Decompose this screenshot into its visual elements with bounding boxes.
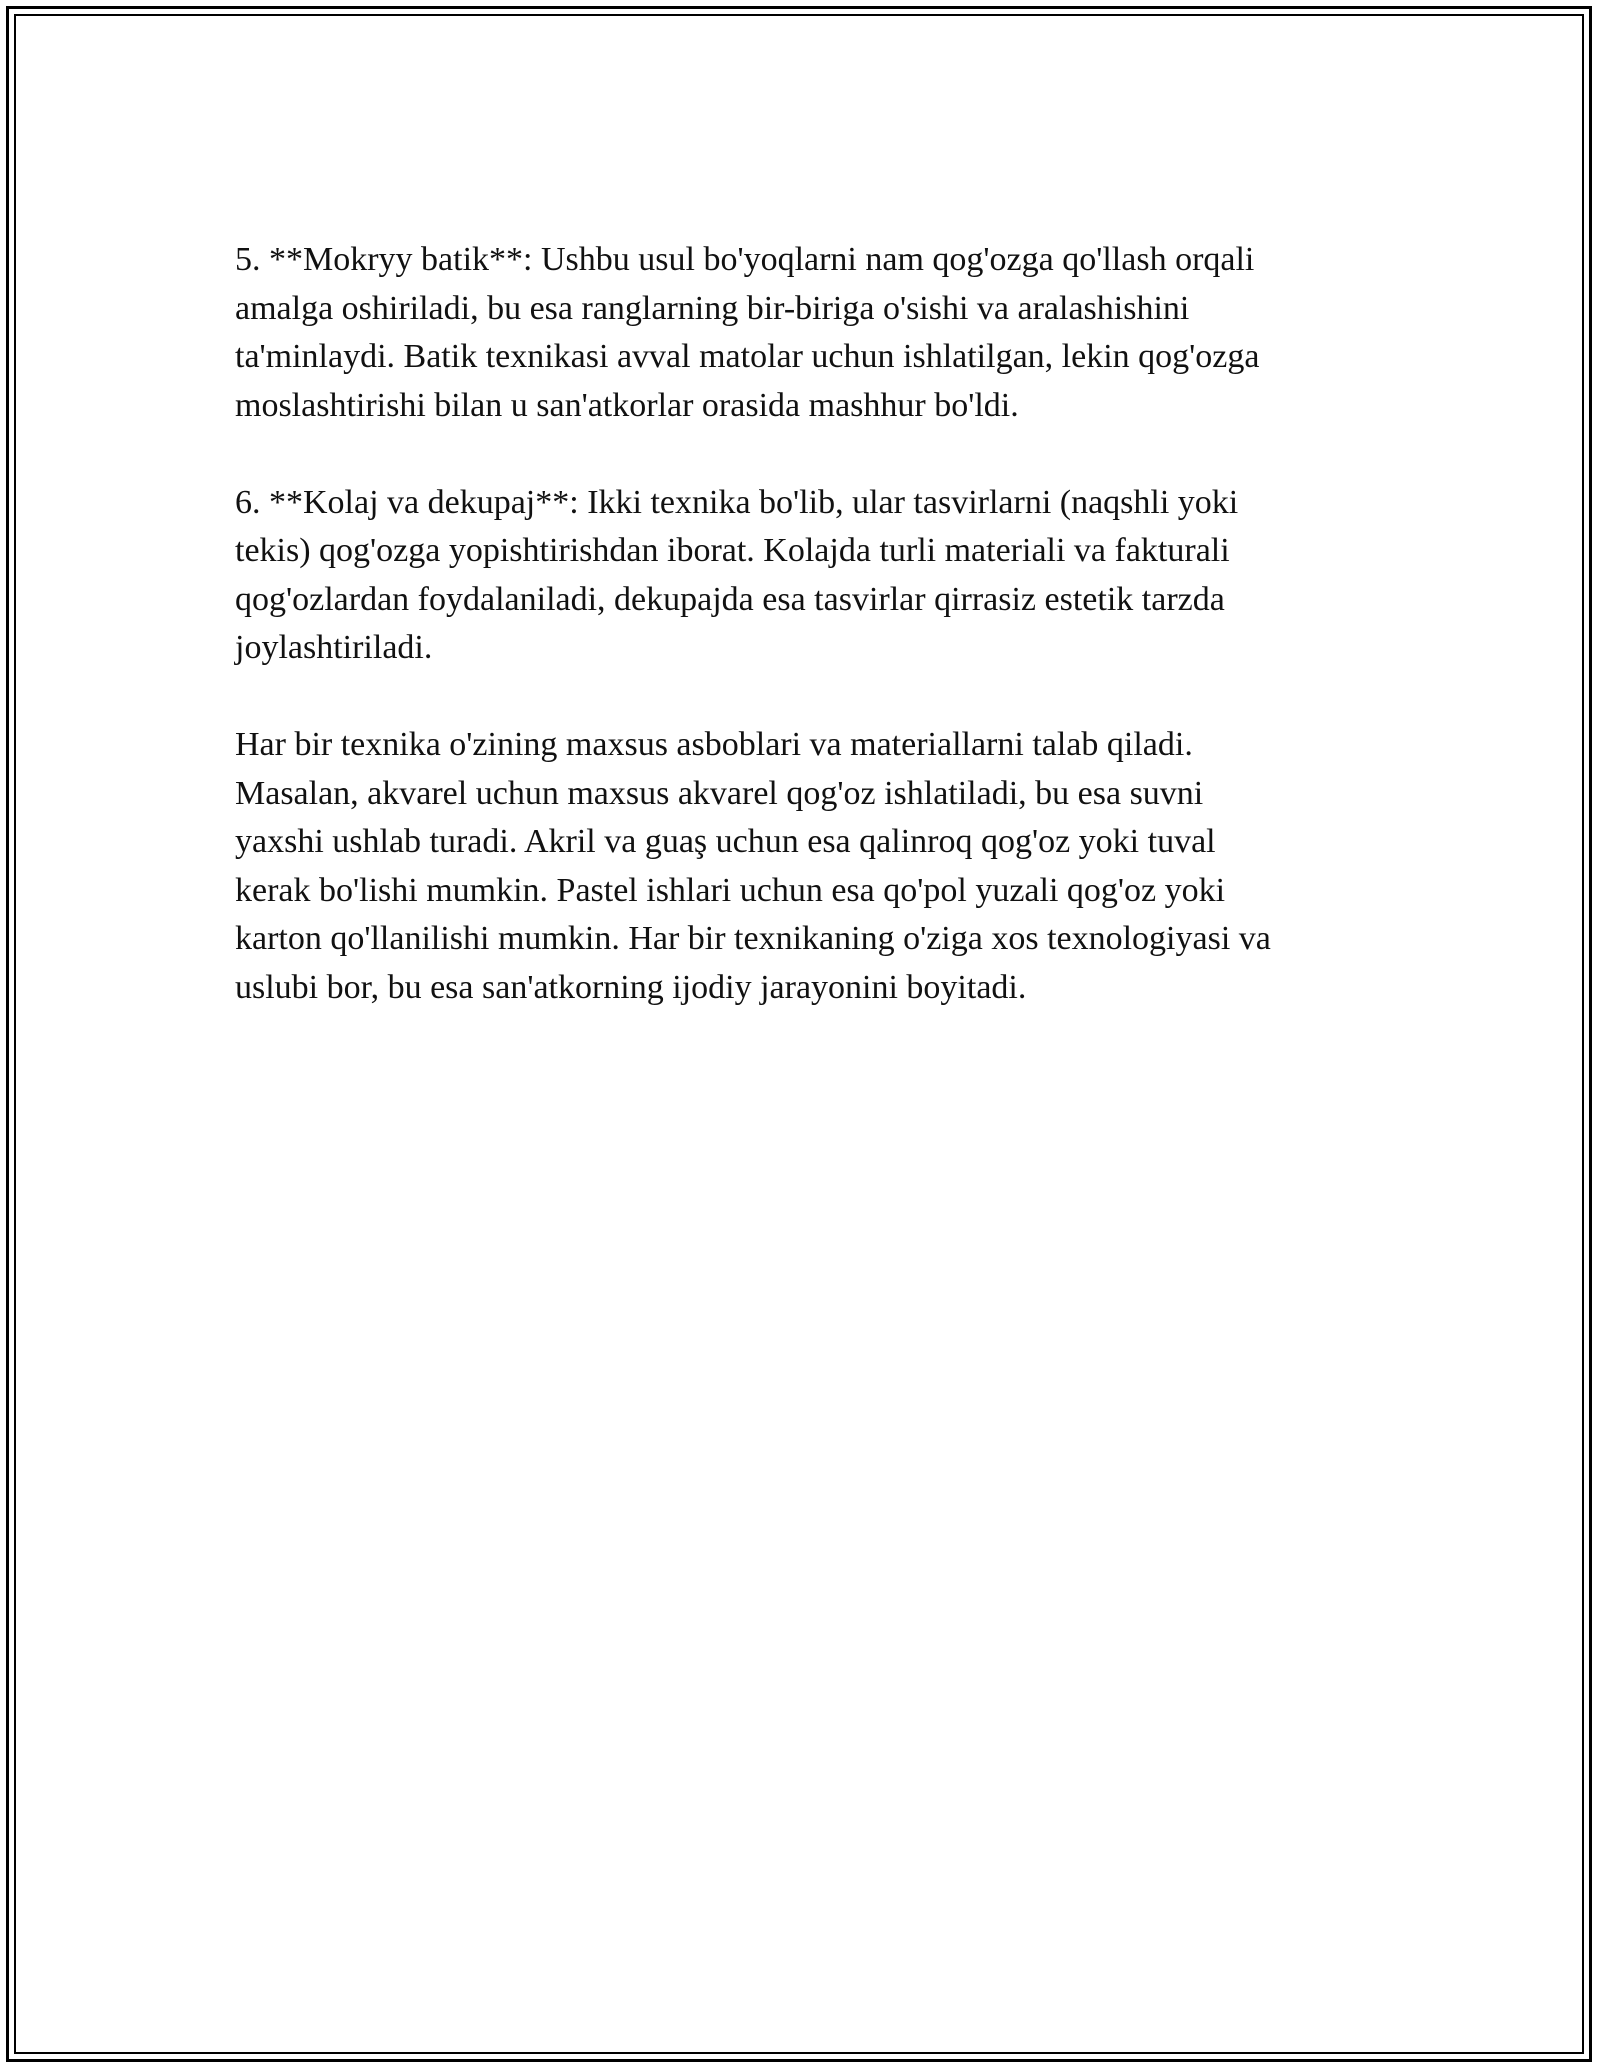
paragraph-mokryy-batik: 5. **Mokryy batik**: Ushbu usul bo'yoqlarni nam qog'ozga qo'llash orqali amalga oshiriladi, bu esa ranglarning bir-biriga o'sishi va aralashishini ta'minlaydi. Batik texnikasi avval matolar uchun ishlatilgan, lekin qog'ozga moslashtirishi bilan u san'atkorlar orasida mashhur bo'ldi. (235, 241, 1260, 424)
document-body (235, 236, 1365, 1061)
paragraph-kolaj-dekupaj: 6. **Kolaj va dekupaj**: Ikki texnika bo'lib, ular tasvirlarni (naqshli yoki tekis) qog'ozga yopishtirishdan iborat. Kolajda turli materiali va fakturali qog'ozlardan foydalaniladi, dekupajda esa tasvirlar qirrasiz estetik tarzda joylashtiriladi. (235, 483, 1239, 666)
paragraph-summary: Har bir texnika o'zining maxsus asboblari va materiallarni talab qiladi. Masalan, akvarel uchun maxsus akvarel qog'oz ishlatiladi, bu esa suvni yaxshi ushlab turadi. Akril va guaş uchun esa qalinroq qog'oz yoki tuval kerak bo'lishi mumkin. Pastel ishlari uchun esa qo'pol yuzali qog'oz yoki karton qo'llanilishi mumkin. Har bir texnikaning o'ziga xos texnologiyasi va uslubi bor, bu esa san'atkorning ijodiy jarayonini boyitadi. (235, 726, 1271, 1006)
